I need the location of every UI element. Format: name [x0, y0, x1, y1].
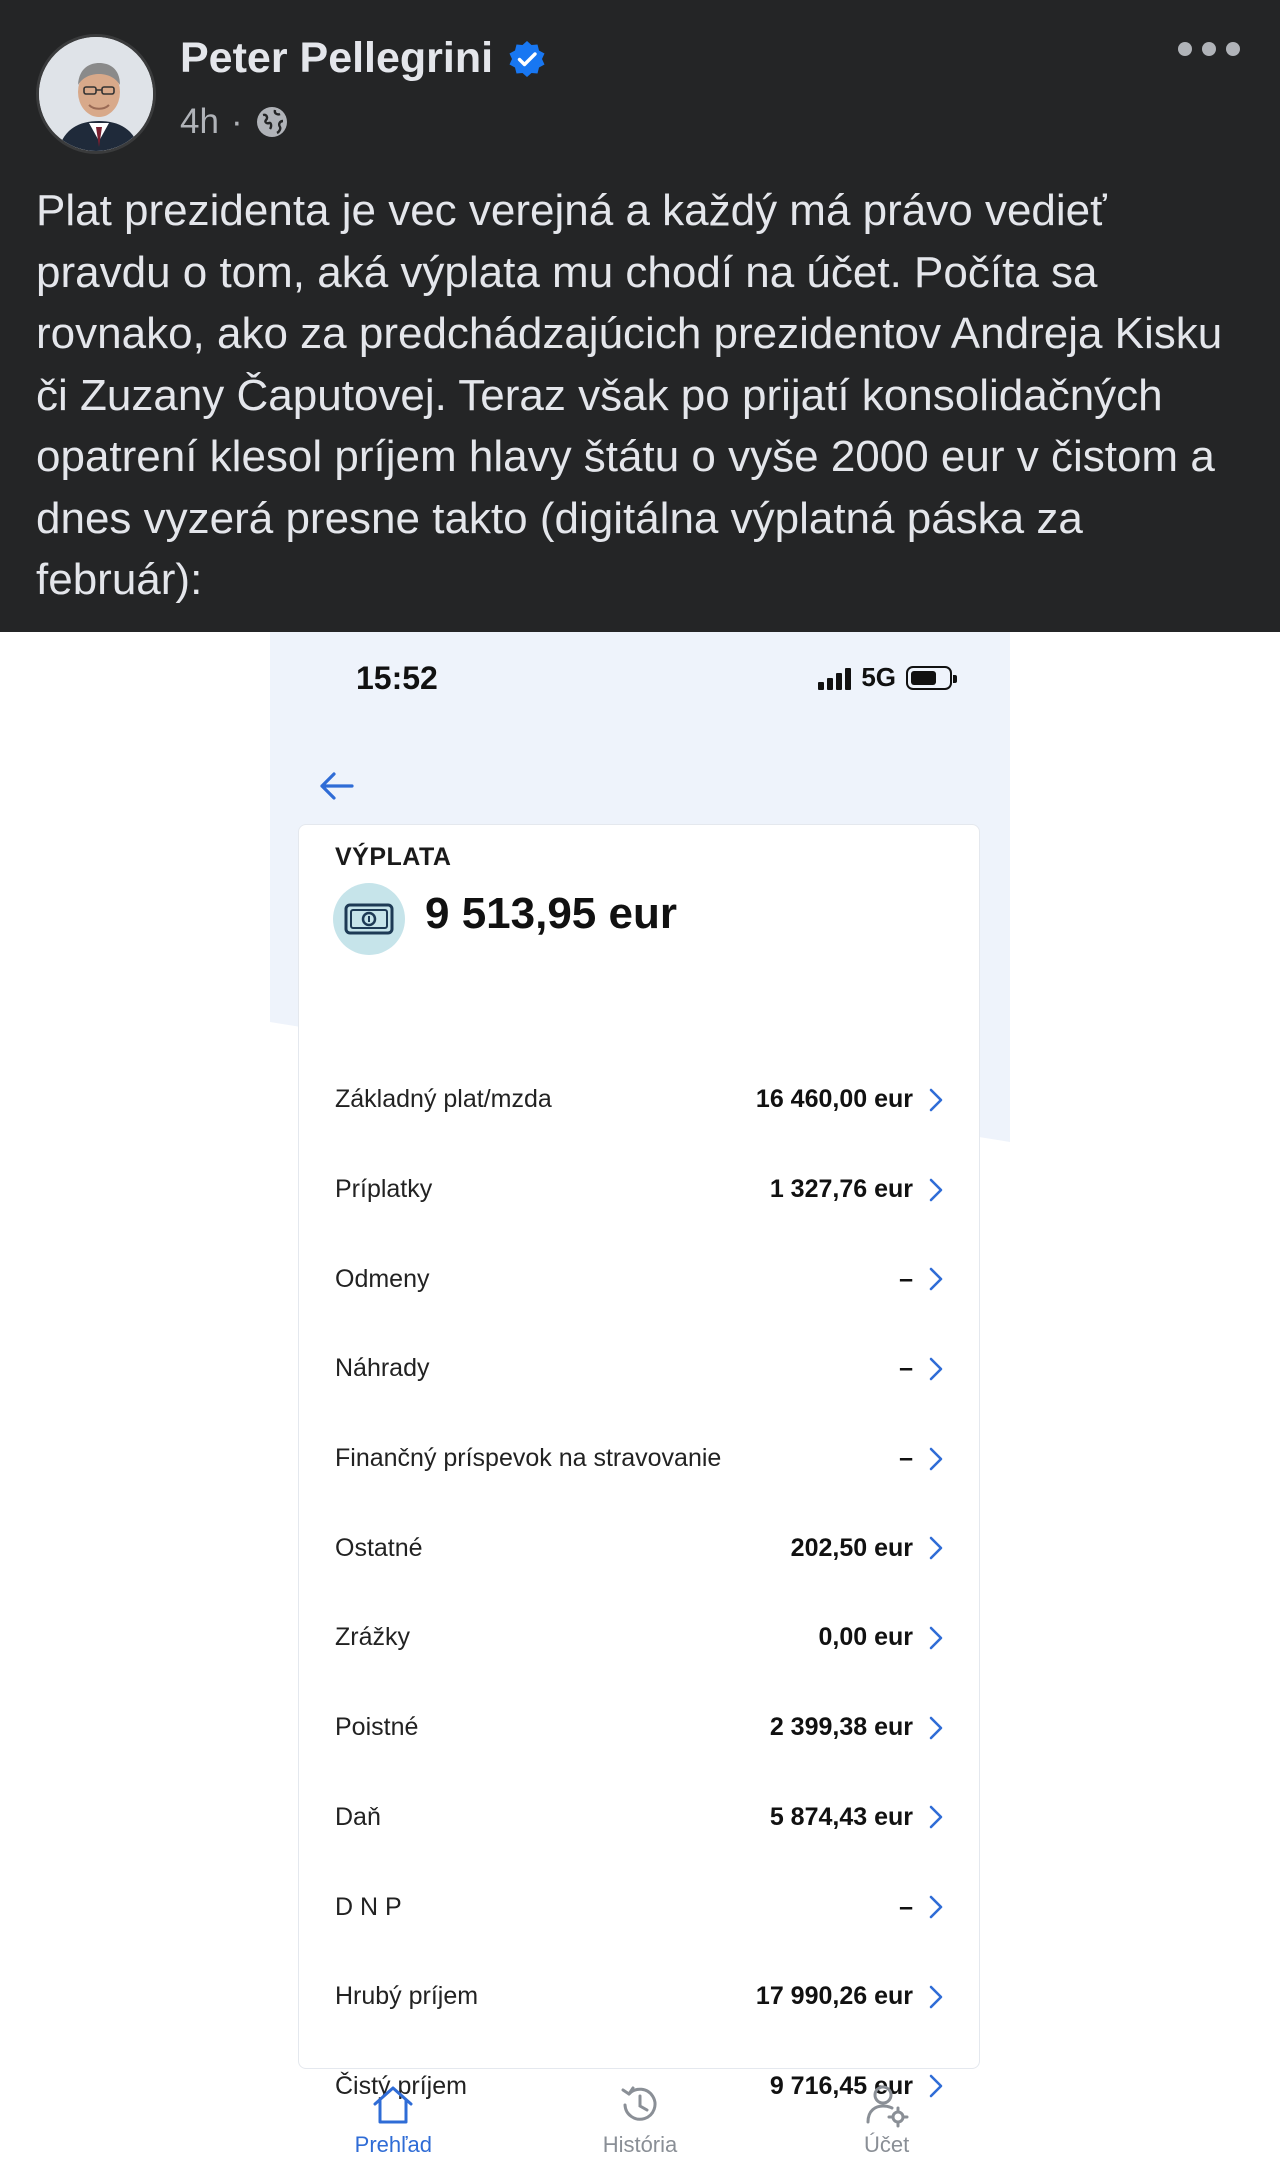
tab-history[interactable]	[550, 2080, 730, 2184]
payslip-row-base-salary[interactable]	[299, 1055, 981, 1145]
back-arrow-icon[interactable]	[314, 764, 358, 808]
chevron-right-icon	[927, 1625, 945, 1651]
payslip-row-allowances[interactable]	[299, 1145, 981, 1235]
row-label: Daň	[335, 1802, 381, 1831]
chevron-right-icon	[927, 1715, 945, 1741]
row-value: –	[899, 1892, 913, 1921]
payslip-row-deductions[interactable]	[299, 1593, 981, 1683]
row-value: 16 460,00 eur	[755, 1085, 913, 1114]
tab-account[interactable]	[797, 2080, 977, 2184]
status-indicators	[818, 662, 952, 693]
row-value: 5 874,43 eur	[769, 1802, 913, 1831]
banknote-icon	[333, 883, 405, 955]
payslip-row-dnp[interactable]	[299, 1862, 981, 1952]
row-value: 0,00 eur	[818, 1623, 913, 1652]
globe-icon[interactable]	[255, 105, 289, 139]
more-icon[interactable]	[1178, 42, 1240, 56]
chevron-right-icon	[927, 1894, 945, 1920]
verified-badge-icon	[507, 39, 547, 79]
tab-label: História	[602, 2132, 678, 2157]
payslip-row-bonuses[interactable]	[299, 1234, 981, 1324]
post-time[interactable]: 4h	[180, 102, 219, 141]
battery-icon	[906, 666, 952, 690]
status-time: 15:52	[356, 660, 438, 696]
home-icon	[368, 2080, 418, 2130]
chevron-right-icon	[927, 1177, 945, 1203]
signal-icon	[818, 666, 851, 690]
row-value: –	[899, 1444, 913, 1473]
row-label: Zrážky	[335, 1623, 410, 1652]
post-meta	[180, 102, 289, 142]
payslip-row-insurance[interactable]	[299, 1683, 981, 1773]
network-type: 5G	[861, 662, 896, 692]
row-label: Odmeny	[335, 1264, 430, 1293]
row-value: 1 327,76 eur	[769, 1175, 913, 1204]
chevron-right-icon	[927, 1446, 945, 1472]
row-label: Poistné	[335, 1713, 419, 1742]
row-value: 17 990,26 eur	[755, 1982, 913, 2011]
chevron-right-icon	[927, 1804, 945, 1830]
chevron-right-icon	[927, 1356, 945, 1382]
row-label: D N P	[335, 1892, 402, 1921]
payslip-title: VÝPLATA	[335, 843, 452, 871]
payslip-row-gross-income[interactable]	[299, 1952, 981, 2042]
tab-label: Prehľad	[354, 2132, 432, 2157]
row-label: Náhrady	[335, 1354, 430, 1383]
tab-overview[interactable]	[303, 2080, 483, 2184]
row-label: Základný plat/mzda	[335, 1085, 552, 1114]
chevron-right-icon	[927, 1266, 945, 1292]
row-label: Príplatky	[335, 1175, 433, 1204]
payslip-rows	[299, 1055, 981, 2131]
tab-label: Účet	[864, 2132, 910, 2157]
author-avatar[interactable]	[36, 34, 156, 154]
row-value: 2 399,38 eur	[769, 1713, 913, 1742]
payslip-row-meal-allowance[interactable]	[299, 1414, 981, 1504]
payslip-row-tax[interactable]	[299, 1773, 981, 1863]
payslip-screenshot	[270, 632, 1010, 2184]
row-value: –	[899, 1264, 913, 1293]
chevron-right-icon	[927, 1535, 945, 1561]
row-value: –	[899, 1354, 913, 1383]
account-settings-icon	[862, 2080, 912, 2130]
avatar-portrait-icon	[39, 37, 156, 154]
post-text: Plat prezidenta je vec verejná a každý má právo vedieť pravdu o tom, aká výplata mu chodí na účet. Počíta sa rovnako, ako za predchádzajúcich prezidentov Andreja Kisku či Zuzany Čaputovej. Teraz však po prijatí konsolidačných opatrení klesol príjem hlavy štátu o vyše 2000 eur v čistom a dnes vyzerá presne takto (digitálna výplatná páska za február):	[36, 186, 1223, 604]
author-name-row	[180, 34, 547, 83]
row-label: Čistý príjem	[335, 2071, 467, 2100]
payslip-row-compensations[interactable]	[299, 1324, 981, 1414]
payslip-row-other[interactable]	[299, 1503, 981, 1593]
chevron-right-icon	[927, 1087, 945, 1113]
author-name[interactable]: Peter Pellegrini	[180, 34, 494, 82]
row-value: 202,50 eur	[790, 1533, 913, 1562]
chevron-right-icon	[927, 1984, 945, 2010]
payslip-card	[298, 824, 980, 2100]
row-value: 9 716,45 eur	[769, 2071, 913, 2100]
meta-separator: ·	[230, 102, 243, 141]
history-icon	[615, 2080, 665, 2130]
row-label: Hrubý príjem	[335, 1982, 479, 2011]
bottom-tab-bar	[270, 2080, 1010, 2184]
row-label: Ostatné	[335, 1533, 423, 1562]
row-label: Finančný príspevok na stravovanie	[335, 1444, 722, 1473]
payslip-amount: 9 513,95 eur	[425, 889, 677, 938]
post-header	[0, 0, 1280, 632]
